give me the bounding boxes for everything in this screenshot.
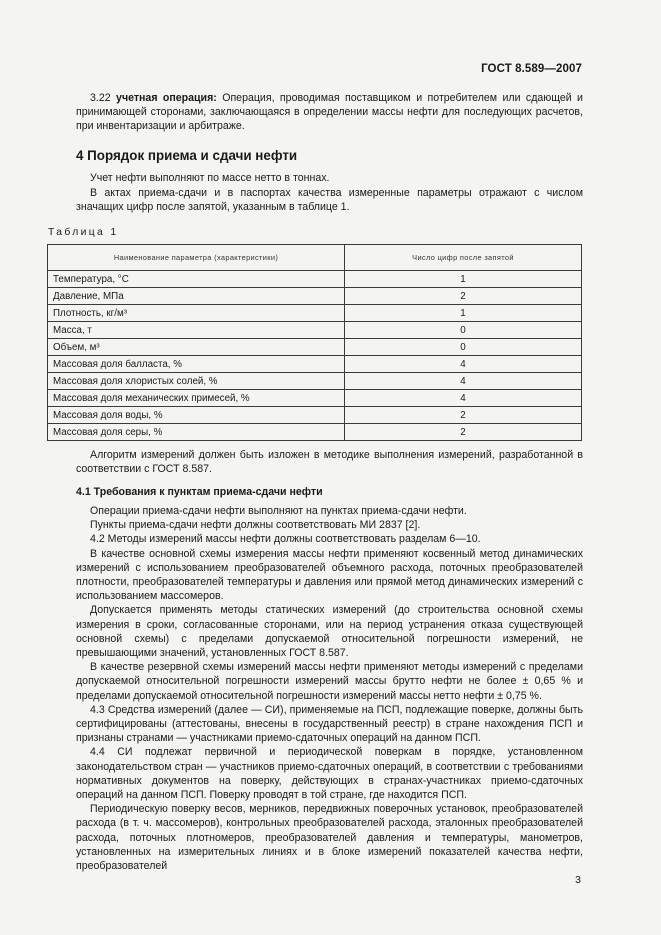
- table-caption: Таблица 1: [48, 227, 119, 238]
- row-digits: 0: [345, 339, 582, 356]
- column-header-digits: Число цифр после запятой: [345, 245, 582, 271]
- page-number: 3: [575, 874, 581, 886]
- table-row: [48, 424, 582, 441]
- row-digits: 2: [345, 288, 582, 305]
- column-header-parameter: Наименование параметра (характеристики): [48, 245, 345, 271]
- parameters-table: [47, 244, 582, 441]
- table-header-row: [48, 245, 582, 271]
- row-digits: 1: [345, 305, 582, 322]
- row-digits: 4: [345, 373, 582, 390]
- body-paragraph: 4.2 Методы измерений массы нефти должны соответствовать разделам 6—10.: [90, 533, 481, 546]
- definition-paragraph: [76, 91, 583, 134]
- table-row: [48, 271, 582, 288]
- row-parameter: Плотность, кг/м³: [48, 305, 345, 322]
- section-4-paragraph-2: В актах приема-сдачи и в паспортах качества измеренные параметры отражают с числом значащих цифр после запятой, указанным в таблице 1.: [76, 187, 583, 214]
- row-digits: 4: [345, 356, 582, 373]
- body-paragraph: Операции приема-сдачи нефти выполняют на пунктах приема-сдачи нефти.: [90, 505, 467, 517]
- section-4-1-title: 4.1 Требования к пунктам приема-сдачи нефти: [76, 486, 323, 498]
- table-row: [48, 373, 582, 390]
- row-digits: 4: [345, 390, 582, 407]
- table-row: [48, 356, 582, 373]
- table-row: [48, 322, 582, 339]
- row-parameter: Массовая доля балласта, %: [48, 356, 345, 373]
- row-parameter: Давление, МПа: [48, 288, 345, 305]
- row-digits: 0: [345, 322, 582, 339]
- section-4-paragraph-1: Учет нефти выполняют по массе нетто в тоннах.: [90, 172, 330, 184]
- definition-number: 3.22: [90, 92, 111, 104]
- body-paragraph: В качестве основной схемы измерения массы нефти применяют косвенный метод динамических измерений с использованием преобразователей объемного расхода, поточных преобразователей плотности, преобразователей температуры и давления или прямой метод динамических измерений с использованием массомеров.: [76, 547, 583, 603]
- row-digits: 1: [345, 271, 582, 288]
- section-4-1-body: [76, 504, 583, 873]
- table-row: [48, 390, 582, 407]
- definition-term: учетная операция:: [116, 92, 217, 104]
- row-parameter: Массовая доля серы, %: [48, 424, 345, 441]
- row-digits: 2: [345, 407, 582, 424]
- body-paragraph: 4.4 СИ подлежат первичной и периодической поверкам в порядке, установленном законодательством стран — участников приемо-сдаточных операций, в соответствии с требованиями нормативных документов на поверку, действующих в странах-участниках приемо-сдаточных операций на данном ПСП. Поверку проводят в той стране, где находится ПСП.: [76, 746, 583, 802]
- document-code: ГОСТ 8.589—2007: [481, 63, 582, 75]
- body-paragraph: 4.3 Средства измерений (далее — СИ), применяемые на ПСП, подлежащие поверке, должны быть сертифицированы (аттестованы, внесены в государственный реестр) в стране нахождения ПСП и признаны странами — участниками приемо-сдаточных операций на данном ПСП.: [76, 703, 583, 745]
- row-parameter: Температура, °С: [48, 271, 345, 288]
- table-row: [48, 305, 582, 322]
- row-parameter: Массовая доля воды, %: [48, 407, 345, 424]
- algorithm-paragraph: Алгоритм измерений должен быть изложен в методике выполнения измерений, разработанной в соответствии с ГОСТ 8.587.: [76, 449, 583, 476]
- body-paragraph: В качестве резервной схемы измерений массы нефти применяют методы измерений с пределами допускаемой относительной погрешности измерений массы брутто нефти не более ± 0,65 % и пределами допускаемой относительной погрешности измерений массы нетто нефти ± 0,75 %.: [76, 661, 583, 702]
- row-parameter: Массовая доля механических примесей, %: [48, 390, 345, 407]
- row-parameter: Массовая доля хлористых солей, %: [48, 373, 345, 390]
- table-row: [48, 339, 582, 356]
- row-parameter: Объем, м³: [48, 339, 345, 356]
- table-row: [48, 407, 582, 424]
- body-paragraph: Пункты приема-сдачи нефти должны соответствовать МИ 2837 [2].: [90, 519, 421, 532]
- section-4-title: 4 Порядок приема и сдачи нефти: [76, 148, 298, 163]
- body-paragraph: Периодическую поверку весов, мерников, передвижных поверочных установок, преобразователей расхода (в т. ч. массомеров), контрольных преобразователей расхода, эталонных преобразователей расхода, поточных плотномеров, преобразователей давления и температуры, манометров, установленных на измерительных линиях и в блоке измерений показателей качества нефти, преобразователей: [76, 803, 583, 873]
- table-row: [48, 288, 582, 305]
- body-paragraph: Допускается применять методы статических измерений (до строительства основной схемы измерения в сроки, согласованные сторонами, или на период устранения отказа существующей основной схемы) с пределами допускаемой относительной погрешности измерений, не превышающими значений, установленных ГОСТ 8.587.: [76, 604, 583, 660]
- row-parameter: Масса, т: [48, 322, 345, 339]
- definition-text: Операция, проводимая поставщиком и потребителем или сдающей и принимающей сторонами, заключающаяся в определении массы нефти для последующих расчетов, при инвентаризации и арбитраже.: [76, 92, 583, 133]
- row-digits: 2: [345, 424, 582, 441]
